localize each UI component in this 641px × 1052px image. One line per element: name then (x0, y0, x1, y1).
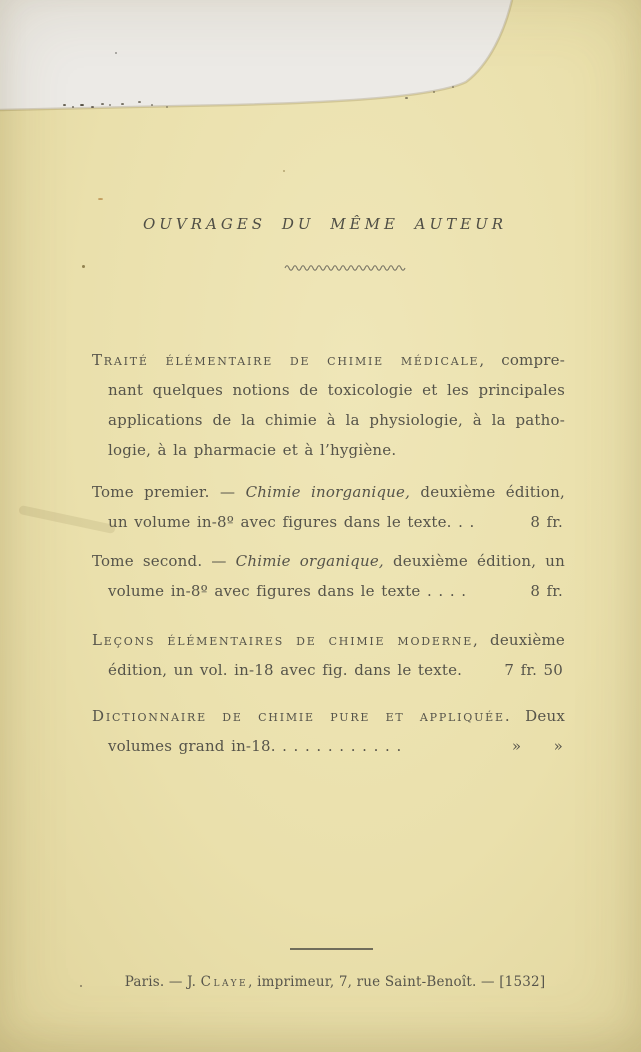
imprint-divider-rule (290, 948, 373, 950)
book-entry-dictionnaire (92, 701, 565, 761)
paper-speck (405, 97, 408, 99)
price-text: » » (511, 737, 563, 755)
paper-speck (63, 104, 66, 106)
paper-speck (91, 106, 94, 108)
book-entry-traite (92, 345, 565, 465)
printer-name-smallcaps: Claye (200, 974, 249, 990)
entry-line: un volume in-8º avec figures dans le texte. . . 8 fr. (92, 507, 565, 537)
paper-speck (80, 104, 84, 106)
book-entry-tome-second (92, 546, 565, 606)
foxing-spot (98, 198, 103, 200)
entry-line: Dictionnaire de chimie pure et appliquée. Deux (92, 707, 565, 725)
paper-speck (433, 91, 435, 93)
entry-line: Tome second. — Chimie organique, deuxième édition, un (92, 552, 565, 570)
paper-speck (166, 106, 168, 108)
paper-speck (138, 101, 141, 103)
paper-speck (109, 104, 111, 106)
imprint-line: Paris. — J. Claye, imprimeur, 7, rue Saint-Benoît. — [1532] (124, 974, 546, 990)
book-entry-lecons (92, 625, 565, 685)
wavy-rule-ornament (283, 262, 407, 274)
foxing-spot (283, 170, 285, 172)
entry-title-italic: Chimie inorganique, (245, 483, 411, 501)
price-text: 7 fr. 50 (504, 661, 563, 679)
foxing-spot (82, 265, 85, 268)
entry-line: Tome premier. — Chimie inorganique, deuxième édition, (92, 483, 565, 501)
paper-speck (72, 106, 74, 108)
entry-line: logie, à la pharmacie et à l’hygiène. (108, 441, 397, 459)
page-corner-background (0, 0, 641, 130)
entry-line: Leçons élémentaires de chimie moderne, deuxième (92, 631, 565, 649)
foxing-spot (80, 985, 82, 987)
book-entry-tome-premier (92, 477, 565, 537)
entry-line: Traité élémentaire de chimie médicale, compre- (92, 351, 566, 369)
entry-lead-smallcaps: Dictionnaire de chimie pure et appliquée. (92, 707, 512, 725)
entry-line: nant quelques notions de toxicologie et les principales (108, 381, 565, 399)
entry-line: édition, un vol. in-18 avec fig. dans le texte. 7 fr. 50 (92, 655, 565, 685)
entry-line: volumes grand in-18. . . . . . . . . . . . » » (92, 731, 565, 761)
entry-lead-smallcaps: Traité élémentaire de chimie médicale, (92, 351, 486, 369)
entry-line: applications de la chimie à la physiologie, à la patho- (108, 411, 565, 429)
entry-title-italic: Chimie organique, (235, 552, 384, 570)
paper-speck (115, 52, 117, 54)
price-text: 8 fr. (530, 513, 563, 531)
paper-speck (121, 103, 124, 105)
entry-lead-smallcaps: Leçons élémentaires de chimie moderne, (92, 631, 480, 649)
price-text: 8 fr. (530, 582, 563, 600)
paper-speck (101, 103, 104, 105)
page-title: OUVRAGES DU MÊME AUTEUR (142, 215, 508, 233)
paper-speck (452, 86, 454, 88)
entry-line: volume in-8º avec figures dans le texte . . . . 8 fr. (92, 576, 565, 606)
paper-speck (151, 104, 153, 106)
